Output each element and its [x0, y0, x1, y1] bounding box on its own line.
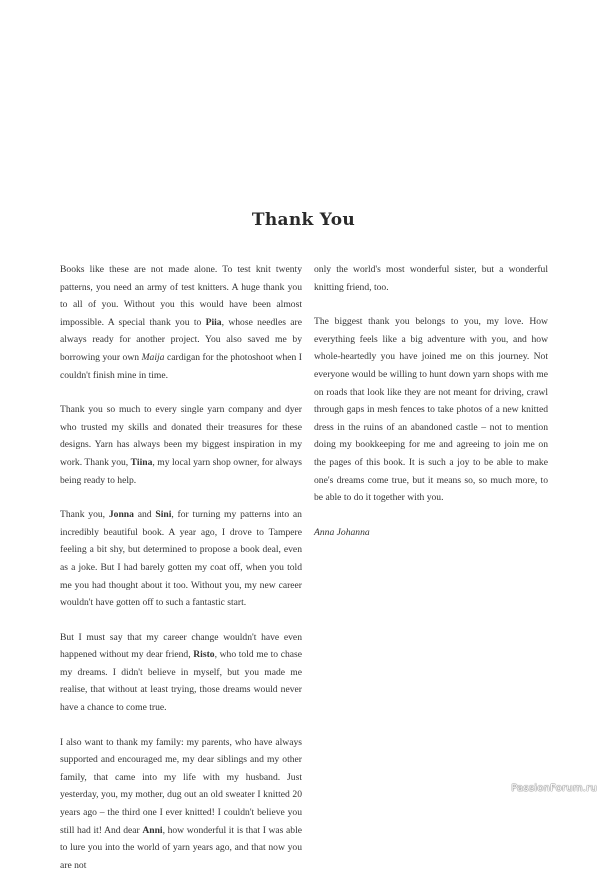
- paragraph-yarn-companies: Thank you so much to every single yarn company and dyer who trusted my skills and donated their treasures for these designs. Yarn has always been my biggest inspiration in my work. Thank you, Tiina, my local yarn shop owner, for always being ready to help.: [60, 404, 302, 486]
- paragraph-love: The biggest thank you belongs to you, my love. How everything feels like a big adventure with you, and how whole-heartedly you have joined me on this journey. Not everyone would be willing to hunt down yarn shops with me on roads that look like they are not meant for driving, crawl through gaps in mesh fences to take photos of a new knitted dress in the ruins of an abandoned castle – not to mention doing my bookkeeping for me and agreeing to join me on the pages of this book. It is such a joy to be able to make one's dreams come true, but it means so, so much more, to be able to do it together with you.: [314, 316, 548, 504]
- pattern-name-maija: Maija: [141, 351, 165, 363]
- paragraph-family: I also want to thank my family: my parents, who have always supported and encouraged me, my dear siblings and my other family, that came into my life with my husband. Just yesterday, you, my mother, dug out an old sweater I knitted 20 years ago – the third one I ever knitted! I couldn't believe you still had it! And dear Anni, how wonderful it is that I was able to lure you into the world of yarn years ago, and that now you are not: [60, 736, 302, 871]
- name-anni: Anni: [142, 824, 163, 836]
- paragraph-sister: only the world's most wonderful sister, but a wonderful knitting friend, too.: [314, 264, 548, 293]
- page-title: Thank You: [251, 210, 356, 230]
- right-column: [314, 261, 548, 558]
- paragraph-test-knitters: Books like these are not made alone. To test knit twenty patterns, you need an army of test knitters. A huge thank you to all of you. Without you this would have been almost impossible. A special thank you to Piia, whose needles are always ready for another project. You also saved me by borrowing your own Maija cardigan for the photoshoot when I couldn't finish mine in time.: [60, 264, 302, 381]
- watermark: PassionForum.ru: [511, 783, 597, 794]
- name-risto: Risto: [193, 649, 215, 661]
- name-jonna: Jonna: [108, 509, 134, 521]
- paragraph-publishers: Thank you, Jonna and Sini, for turning my patterns into an incredibly beautiful book. A year ago, I drove to Tampere feeling a bit shy, but determined to propose a book deal, even as a joke. But I had barely gotten my coat off, when you told me you had thought about it too. Without you, my new career wouldn't have gotten off to such a fantastic start.: [60, 509, 302, 609]
- paragraph-friend: But I must say that my career change wouldn't have even happened without my dear friend, Risto, who told me to chase my dreams. I didn't believe in myself, but you made me realise, that without at least trying, those dreams would never have a chance to come true.: [60, 631, 303, 714]
- left-column: [60, 261, 302, 891]
- signature: Anna Johanna: [314, 526, 370, 538]
- name-sini: Sini: [155, 509, 172, 521]
- name-piia: Piia: [205, 316, 222, 328]
- name-tiina: Tiina: [130, 456, 153, 468]
